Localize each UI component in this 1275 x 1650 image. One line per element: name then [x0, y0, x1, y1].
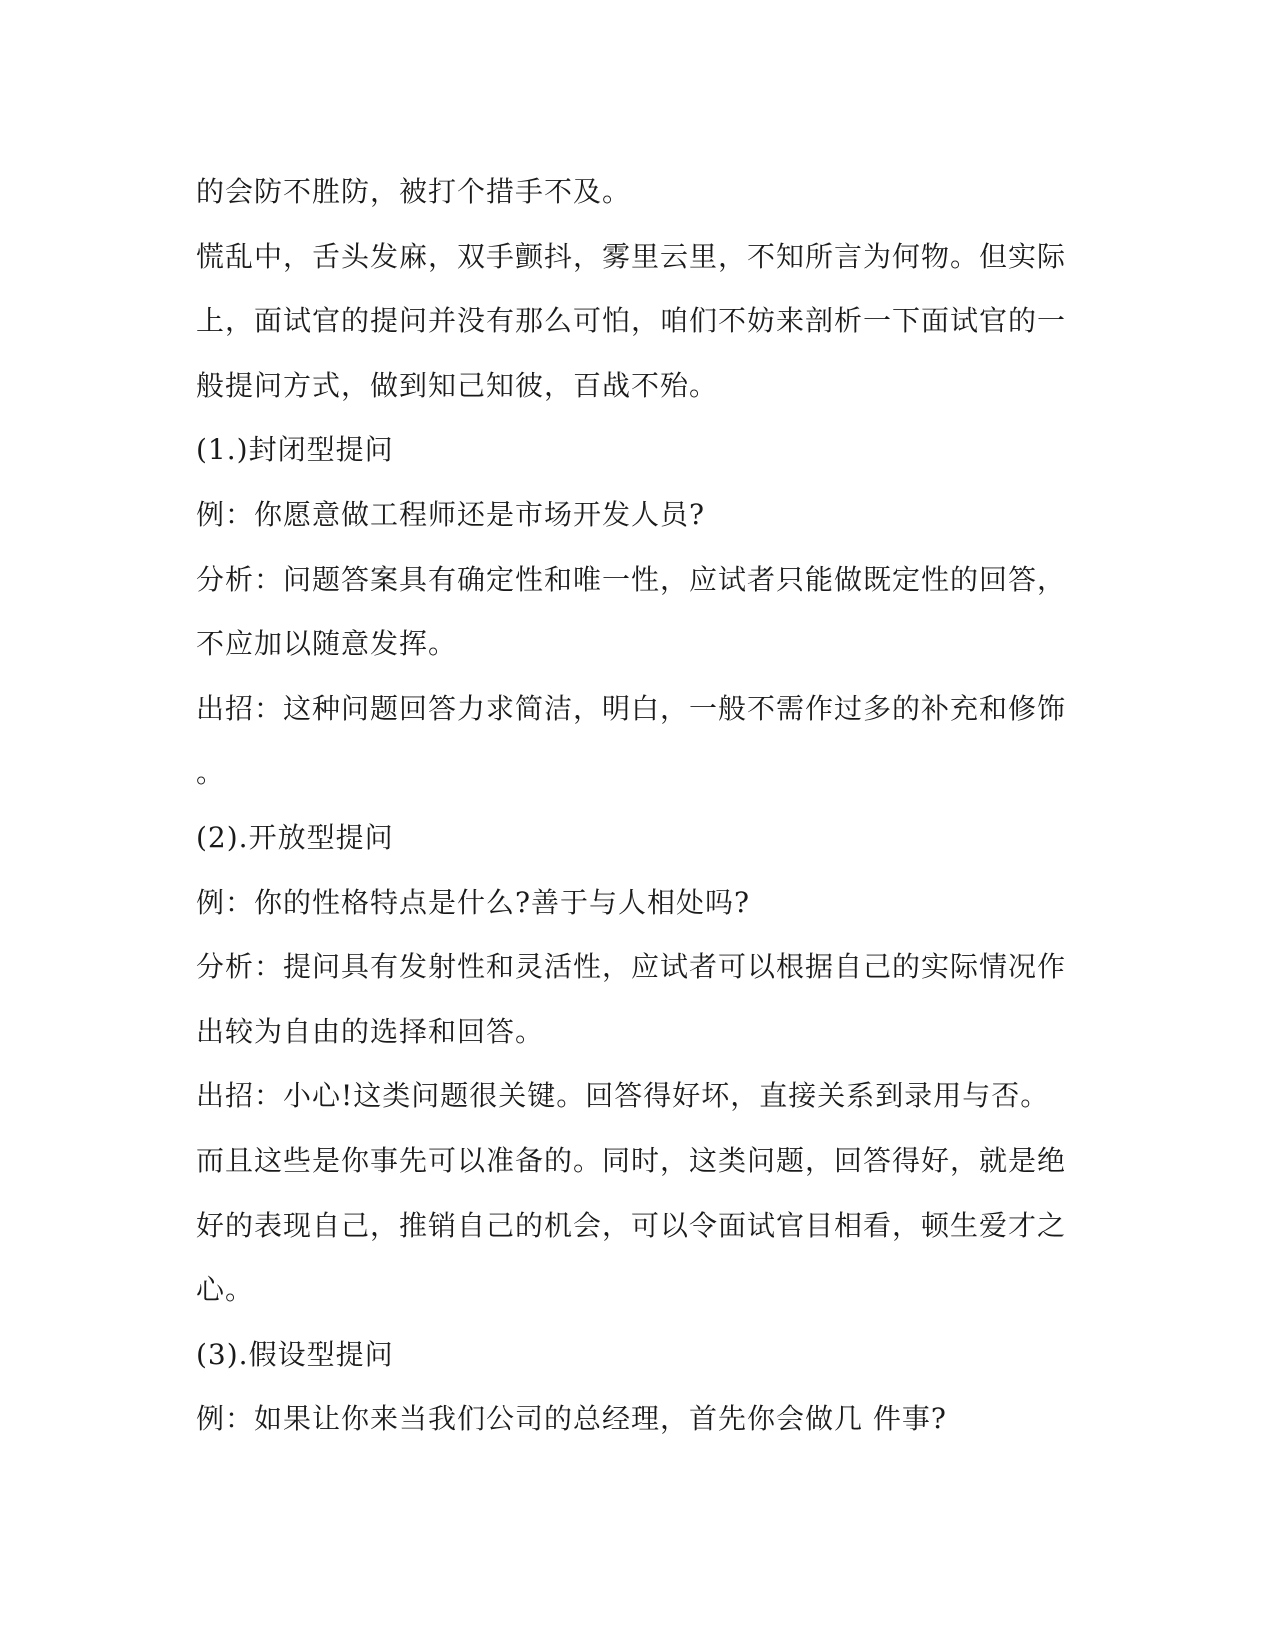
tactic-line: 好的表现自己，推销自己的机会，可以令面试官目相看，顿生爱才之 — [196, 1208, 1067, 1242]
section-heading-hypothetical-question: (3).假设型提问 — [196, 1337, 394, 1371]
example-line: 例：你愿意做工程师还是市场开发人员? — [196, 497, 706, 531]
section-heading-closed-question: (1.)封闭型提问 — [196, 433, 394, 467]
paragraph-line: 上，面试官的提问并没有那么可怕，咱们不妨来剖析一下面试官的一 — [196, 304, 1067, 338]
tactic-line: 出招：小心!这类问题很关键。回答得好坏，直接关系到录用与否。 — [196, 1079, 1050, 1113]
paragraph-line: 的会防不胜防，被打个措手不及。 — [196, 175, 632, 208]
section-heading-open-question: (2).开放型提问 — [196, 820, 394, 854]
tactic-line: 。 — [196, 756, 226, 790]
example-line: 例：如果让你来当我们公司的总经理，首先你会做几 件事? — [196, 1402, 947, 1436]
example-line: 例：你的性格特点是什么?善于与人相处吗? — [196, 885, 751, 919]
tactic-line: 而且这些是你事先可以准备的。同时，这类问题，回答得好，就是绝 — [196, 1143, 1067, 1177]
analysis-line: 分析：提问具有发射性和灵活性，应试者可以根据自己的实际情况作 — [196, 950, 1067, 984]
analysis-line: 不应加以随意发挥。 — [196, 627, 458, 661]
analysis-line: 分析：问题答案具有确定性和唯一性，应试者只能做既定性的回答， — [196, 562, 1067, 596]
paragraph-line: 般提问方式，做到知己知彼，百战不殆。 — [196, 368, 719, 402]
tactic-line: 出招：这种问题回答力求简洁，明白，一般不需作过多的补充和修饰 — [196, 691, 1067, 725]
paragraph-line: 慌乱中，舌头发麻，双手颤抖，雾里云里，不知所言为何物。但实际 — [196, 239, 1067, 273]
analysis-line: 出较为自由的选择和回答。 — [196, 1014, 545, 1048]
document-body — [196, 160, 1076, 1452]
tactic-line: 心。 — [196, 1273, 255, 1307]
